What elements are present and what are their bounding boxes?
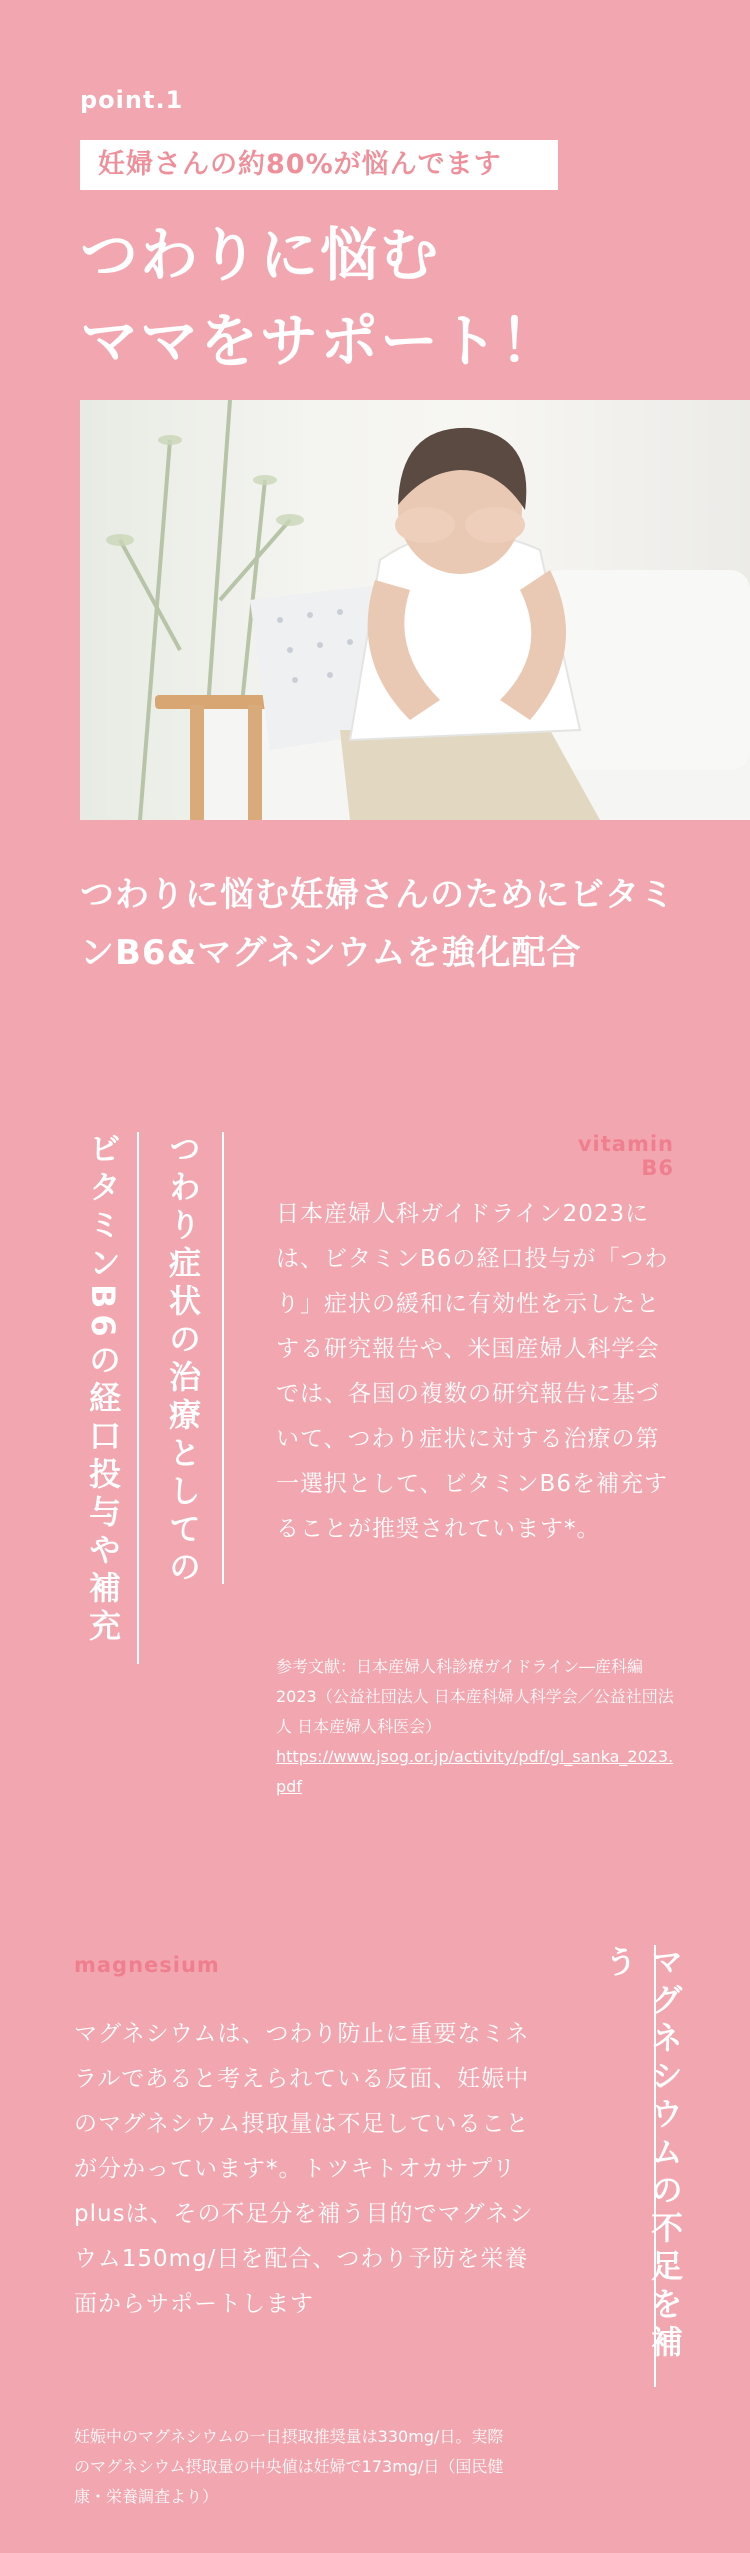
magnesium-body-text: マグネシウムは、つわり防止に重要なミネラルであると考えられている反面、妊娠中のマグネシウム摂取量は不足していることが分かっています*。トツキトオカサプリplusは、その不足分を補う目的でマグネシウム150mg/日を配合、つわり予防を栄養面からサポートします (74, 2021, 534, 2317)
magnesium-vertical-heading: マグネシウムの不足を補う (600, 1945, 684, 2363)
vitamin-b6-label: vitamin B6 (577, 1132, 674, 1180)
point-label: point.1 (80, 86, 184, 114)
vitamin-vertical-heading-1: つわり症状の治療としての (164, 1132, 202, 1588)
tagline-badge: 妊婦さんの約80%が悩んでます (80, 140, 558, 190)
vitamin-vertical-divider-left (137, 1132, 139, 1664)
vitamin-vertical-heading-2: ビタミンB6の経口投与や補充 (84, 1132, 122, 1647)
vitamin-reference-link[interactable]: https://www.jsog.or.jp/activity/pdf/gl_sanka_2023.pdf (276, 1747, 674, 1796)
hero-title-line-1: つわりに悩む (80, 221, 441, 289)
vitamin-vertical-divider-right (222, 1132, 224, 1584)
hero-title (80, 212, 560, 384)
magnesium-note-text: 妊娠中のマグネシウムの一日摂取推奨量は330mg/日。実際のマグネシウム摂取量の中央値は妊婦で173mg/日（国民健康・栄養調査より） (74, 2427, 504, 2506)
vitamin-reference-text: 参考文献：日本産婦人科診療ガイドライン―産科編2023（公益社団法人 日本産科婦人科学会／公益社団法人 日本産婦人科医会） (276, 1657, 674, 1736)
woman-with-morning-sickness-illustration (80, 400, 750, 820)
magnesium-label: magnesium (74, 1953, 220, 1977)
vitamin-body-text: 日本産婦人科ガイドライン2023には、ビタミンB6の経口投与が「つわり」症状の緩和に有効性を示したとする研究報告や、米国産婦人科学会では、各国の複数の研究報告に基づいて、つわり症状に対する治療の第一選択として、ビタミンB6を補充することが推奨されています*。 (276, 1201, 669, 1542)
hero-title-line-2: ママをサポート！ (80, 307, 561, 375)
subhead: つわりに悩む妊婦さんのためにビタミンB6&マグネシウムを強化配合 (80, 875, 675, 973)
hero-photo (80, 400, 750, 820)
